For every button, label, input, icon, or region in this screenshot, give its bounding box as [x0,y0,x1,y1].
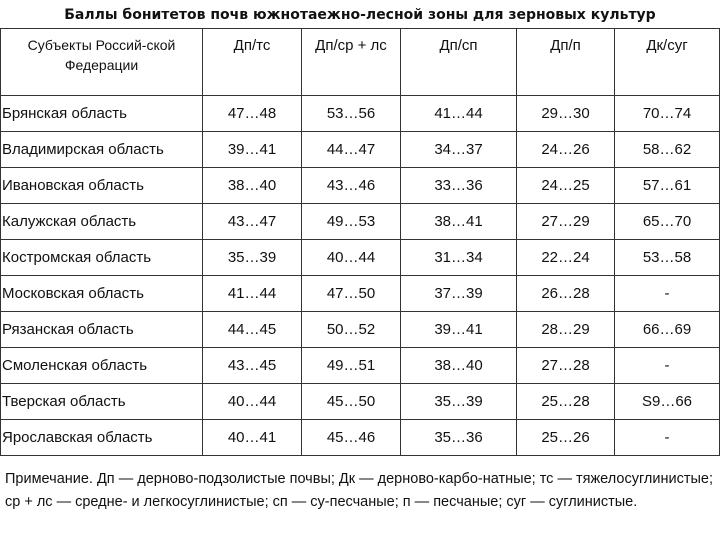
value-cell: 57…61 [615,168,720,204]
value-cell: 40…44 [302,240,401,276]
value-cell: 34…37 [401,132,517,168]
table-row [1,312,720,348]
value-cell: 66…69 [615,312,720,348]
value-cell: 44…47 [302,132,401,168]
table-row [1,240,720,276]
value-cell: 70…74 [615,96,720,132]
value-cell: 27…29 [517,204,615,240]
table-row [1,132,720,168]
value-cell: 29…30 [517,96,615,132]
value-cell: 50…52 [302,312,401,348]
value-cell: - [615,420,720,456]
column-header-dp-sp: Дп/сп [401,29,517,96]
value-cell: 40…44 [203,384,302,420]
value-cell: 35…39 [401,384,517,420]
table-body [1,96,720,456]
value-cell: 35…36 [401,420,517,456]
value-cell: 43…45 [203,348,302,384]
value-cell: 49…51 [302,348,401,384]
value-cell: 40…41 [203,420,302,456]
table-row [1,384,720,420]
region-name: Тверская область [1,384,203,420]
region-name: Ярославская область [1,420,203,456]
value-cell: 43…47 [203,204,302,240]
column-header-subject: Субъекты Россий-ской Федерации [1,29,203,96]
region-name: Владимирская область [1,132,203,168]
region-name: Смоленская область [1,348,203,384]
value-cell: 35…39 [203,240,302,276]
value-cell: 38…40 [401,348,517,384]
soil-rating-table [0,28,720,456]
value-cell: 58…62 [615,132,720,168]
region-name: Костромская область [1,240,203,276]
table-row [1,168,720,204]
value-cell: 24…26 [517,132,615,168]
value-cell: 37…39 [401,276,517,312]
table-row [1,276,720,312]
value-cell: 39…41 [203,132,302,168]
value-cell: 47…50 [302,276,401,312]
value-cell: 39…41 [401,312,517,348]
region-name: Ивановская область [1,168,203,204]
table-title: Баллы бонитетов почв южнотаежно-лесной зоны для зерновых культур [64,7,656,23]
value-cell: 45…50 [302,384,401,420]
value-cell: 26…28 [517,276,615,312]
column-header-dp-p: Дп/п [517,29,615,96]
value-cell: S9…66 [615,384,720,420]
region-name: Калужская область [1,204,203,240]
region-name: Рязанская область [1,312,203,348]
column-header-dp-sr-ls: Дп/ср + лс [302,29,401,96]
value-cell: 53…56 [302,96,401,132]
region-name: Московская область [1,276,203,312]
value-cell: 41…44 [203,276,302,312]
table-row [1,204,720,240]
value-cell: 38…40 [203,168,302,204]
value-cell: 38…41 [401,204,517,240]
value-cell: 24…25 [517,168,615,204]
column-header-dk-sug: Дк/суг [615,29,720,96]
footnote: Примечание. Дп — дерново-подзолистые почвы; Дк — дерново-карбо-натные; тс — тяжелосуглинистые; ср + лс — средне- и легкосуглинистые; сп — су-песчаные; п — песчаные; суг — суглинистые. [5,471,713,510]
value-cell: 28…29 [517,312,615,348]
value-cell: - [615,348,720,384]
value-cell: 47…48 [203,96,302,132]
header-row [1,29,720,96]
value-cell: 22…24 [517,240,615,276]
value-cell: 49…53 [302,204,401,240]
value-cell: 44…45 [203,312,302,348]
column-header-dp-ts: Дп/тс [203,29,302,96]
value-cell: 25…26 [517,420,615,456]
table-row [1,96,720,132]
region-name: Брянская область [1,96,203,132]
value-cell: 65…70 [615,204,720,240]
value-cell: 27…28 [517,348,615,384]
value-cell: 33…36 [401,168,517,204]
value-cell: 53…58 [615,240,720,276]
value-cell: 45…46 [302,420,401,456]
value-cell: 31…34 [401,240,517,276]
table-row [1,420,720,456]
value-cell: 41…44 [401,96,517,132]
value-cell: 43…46 [302,168,401,204]
table-row [1,348,720,384]
value-cell: - [615,276,720,312]
value-cell: 25…28 [517,384,615,420]
